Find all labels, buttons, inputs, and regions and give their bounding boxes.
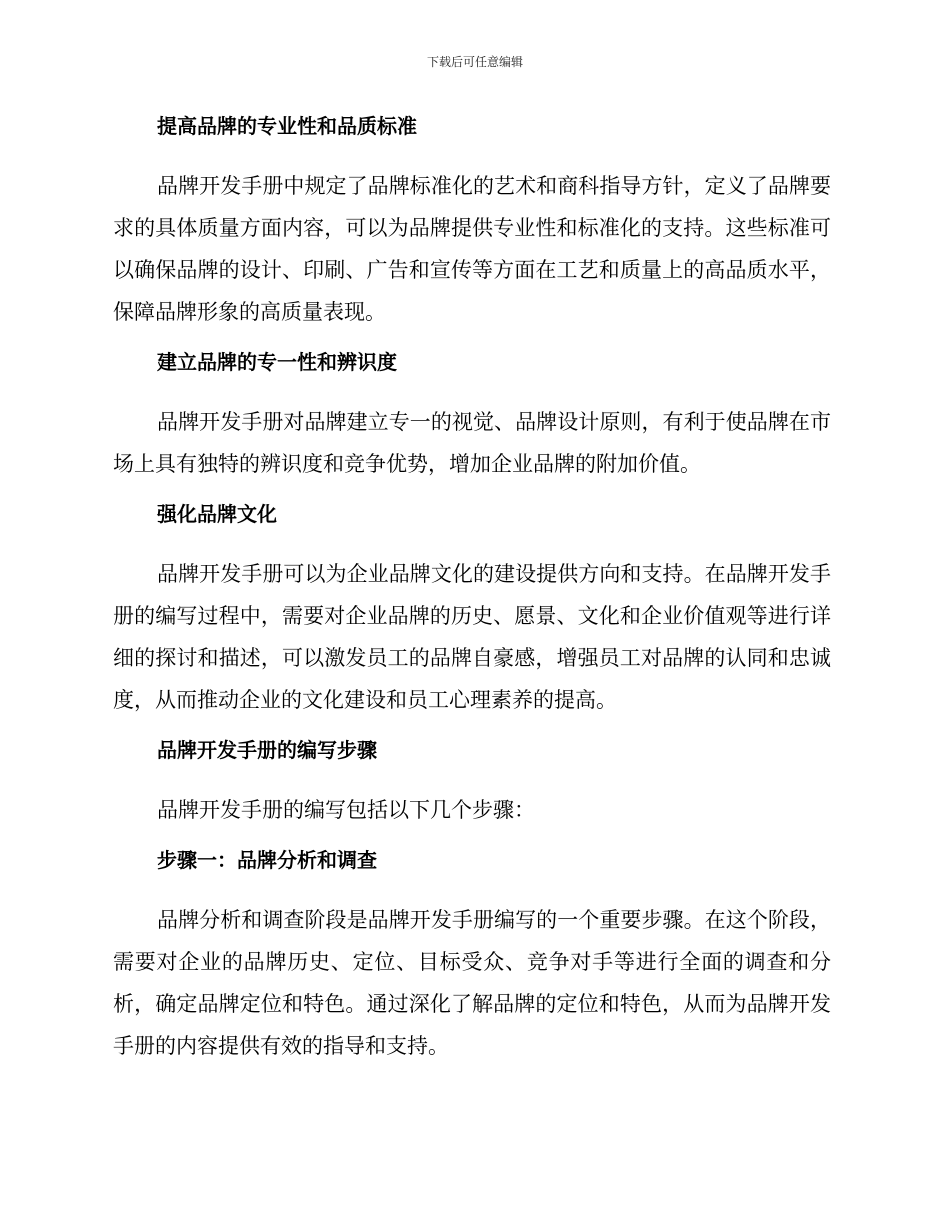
section-heading-steps: 品牌开发手册的编写步骤 bbox=[157, 738, 377, 762]
section-paragraph-steps: 品牌开发手册的编写包括以下几个步骤： bbox=[157, 798, 535, 822]
section-paragraph-recognition: 品牌开发手册对品牌建立专一的视觉、品牌设计原则，有利于使品牌在市场上具有独特的辨识度和竞争优势，增加企业品牌的附加价值。 bbox=[113, 410, 831, 476]
page-header: 下载后可任意编辑 bbox=[426, 55, 523, 69]
section-paragraph-culture: 品牌开发手册可以为企业品牌文化的建设提供方向和支持。在品牌开发手册的编写过程中，需要对企业品牌的历史、愿景、文化和企业价值观等进行详细的探讨和描述，可以激发员工的品牌自豪感，增强员工对品牌的认同和忠诚度，从而推动企业的文化建设和员工心理素养的提高。 bbox=[113, 562, 831, 712]
section-heading-culture: 强化品牌文化 bbox=[157, 502, 277, 526]
section-paragraph-step-one: 品牌分析和调查阶段是品牌开发手册编写的一个重要步骤。在这个阶段，需要对企业的品牌历史、定位、目标受众、竞争对手等进行全面的调查和分析，确定品牌定位和特色。通过深化了解品牌的定位和特色，从而为品牌开发手册的内容提供有效的指导和支持。 bbox=[113, 908, 831, 1058]
document-body bbox=[113, 110, 831, 1067]
section-heading-recognition: 建立品牌的专一性和辨识度 bbox=[157, 350, 397, 374]
section-heading-quality: 提高品牌的专业性和品质标准 bbox=[157, 114, 417, 138]
section-paragraph-quality: 品牌开发手册中规定了品牌标准化的艺术和商科指导方针，定义了品牌要求的具体质量方面内容，可以为品牌提供专业性和标准化的支持。这些标准可以确保品牌的设计、印刷、广告和宣传等方面在工艺和质量上的高品质水平，保障品牌形象的高质量表现。 bbox=[113, 174, 831, 324]
section-heading-step-one: 步骤一：品牌分析和调查 bbox=[157, 848, 377, 872]
